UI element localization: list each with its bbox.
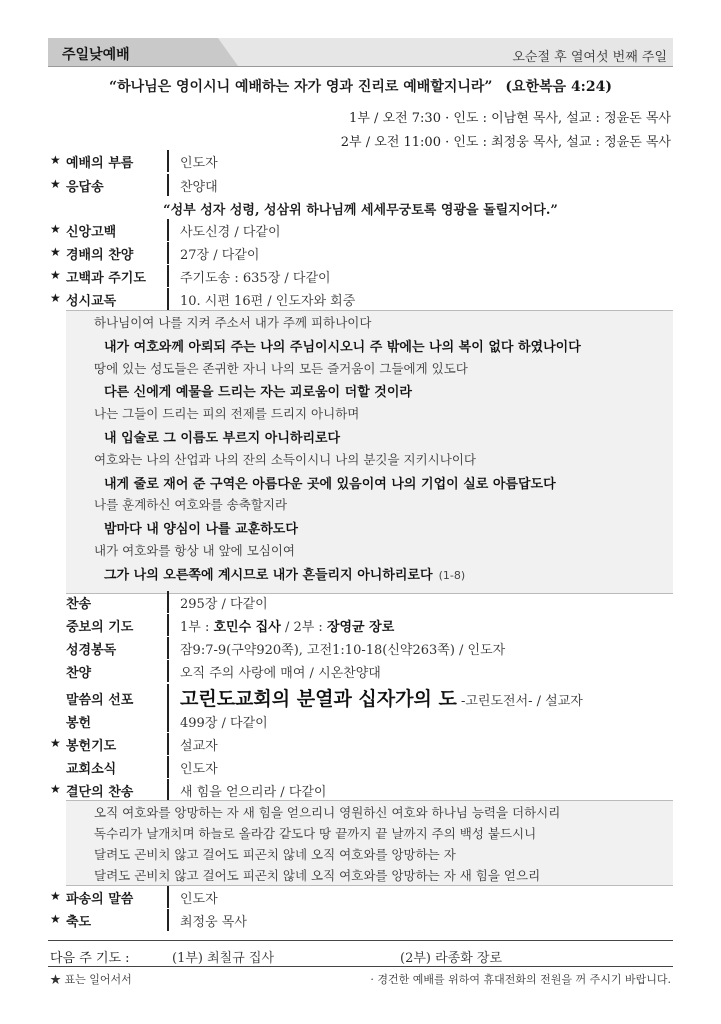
order-label: 응답송 bbox=[66, 180, 104, 195]
order-row-decision bbox=[0, 779, 721, 801]
order-value: 최정웅 목사 bbox=[180, 915, 247, 930]
next-week-prayer-first: (1부) 최칠규 집사 bbox=[172, 951, 275, 966]
order-row-offering bbox=[0, 710, 721, 732]
theme-quote: “하나님은 영이시니 예배하는 자가 영과 진리로 예배할지니라” bbox=[109, 79, 493, 95]
order-row-offering-prayer bbox=[0, 733, 721, 755]
order-row-creed bbox=[0, 219, 721, 241]
divider-bar bbox=[167, 591, 169, 613]
order-row-sending bbox=[0, 886, 721, 908]
divider-bar bbox=[167, 614, 169, 636]
stand-star: ★ bbox=[50, 889, 61, 903]
divider-bar bbox=[167, 288, 169, 310]
order-value: 주기도송 : 635장 / 다같이 bbox=[180, 271, 331, 286]
sermon-title: 고린도교회의 분열과 십자가의 도 bbox=[180, 688, 457, 710]
order-value: 인도자 bbox=[180, 762, 218, 777]
stand-star: ★ bbox=[50, 912, 61, 926]
order-value: 설교자 bbox=[180, 739, 218, 754]
order-row-psalm bbox=[0, 288, 721, 310]
stand-star: ★ bbox=[50, 177, 61, 191]
reading-line-congregation bbox=[104, 381, 412, 400]
divider-bar bbox=[167, 637, 169, 659]
footer-divider bbox=[48, 966, 673, 967]
reading-text: 하나님이여 나를 지켜 주소서 내가 주께 피하나이다 bbox=[94, 315, 372, 330]
divider-bar bbox=[167, 684, 169, 710]
divider-bar bbox=[167, 756, 169, 778]
prayer-prefix-1: 1부 : bbox=[180, 620, 214, 635]
order-label: 축도 bbox=[66, 915, 92, 930]
order-value bbox=[180, 616, 394, 635]
divider-bar bbox=[167, 909, 169, 931]
stand-star: ★ bbox=[50, 268, 61, 282]
reading-text: 나는 그들이 드리는 피의 전제를 드리지 아니하며 bbox=[94, 406, 360, 422]
reading-line-congregation bbox=[104, 564, 465, 583]
reading-text: 내 입술로 그 이름도 부르지 아니하리로다 bbox=[104, 431, 341, 446]
stand-star: ★ bbox=[50, 291, 61, 305]
stand-star: ★ bbox=[50, 782, 61, 796]
order-value: 499장 / 다같이 bbox=[180, 716, 268, 731]
reading-line-leader bbox=[94, 541, 295, 559]
header-divider bbox=[48, 66, 673, 67]
reading-line-leader bbox=[94, 450, 476, 468]
reading-line-leader bbox=[94, 495, 287, 513]
service-1: 1부 / 오전 7:30 · 인도 : 이남현 목사, 설교 : 정윤돈 목사 bbox=[349, 111, 671, 126]
reading-text: 다른 신에게 예물을 드리는 자는 괴로움이 더할 것이라 bbox=[104, 385, 412, 401]
divider-bar bbox=[167, 219, 169, 241]
order-label: 봉헌 bbox=[66, 716, 92, 731]
divider-bar bbox=[167, 710, 169, 732]
page-title: 주일낮예배 bbox=[62, 47, 130, 63]
order-row-news bbox=[0, 756, 721, 778]
prayer-mid: / 2부 : bbox=[280, 620, 327, 635]
divider-bar bbox=[167, 886, 169, 908]
order-label: 파송의 말씀 bbox=[66, 892, 134, 907]
order-row-blessing bbox=[0, 909, 721, 931]
order-row-scripture bbox=[0, 637, 721, 659]
reading-text: 그가 나의 오른쪽에 계시므로 내가 흔들리지 아니하리로다 bbox=[104, 567, 433, 583]
prayer-name-1: 호민수 집사 bbox=[213, 620, 281, 635]
order-label: 성경봉독 bbox=[66, 643, 117, 658]
order-label: 고백과 주기도 bbox=[66, 271, 146, 286]
reading-text: 내가 여호와를 항상 내 앞에 모심이여 bbox=[94, 543, 295, 558]
order-label: 예배의 부름 bbox=[66, 156, 134, 171]
next-week-prayer-label: 다음 주 기도 : bbox=[50, 951, 130, 966]
lyric-line: 독수리가 날개치며 하늘로 올라감 같도다 땅 끝까지 끝 날까지 주의 백성 붙드시니 bbox=[94, 826, 537, 841]
next-week-prayer-second: (2부) 라종화 장로 bbox=[400, 951, 503, 966]
theme-ref: (요한복음 4:24) bbox=[505, 79, 612, 95]
divider-bar bbox=[167, 660, 169, 682]
reading-text: 밤마다 내 양심이 나를 교훈하도다 bbox=[104, 522, 298, 538]
divider-bar bbox=[167, 150, 169, 172]
reading-line-leader bbox=[94, 313, 371, 331]
page-subtitle: 오순절 후 열여섯 번째 주일 bbox=[512, 50, 667, 65]
divider-bar bbox=[167, 174, 169, 196]
divider-bar bbox=[167, 733, 169, 755]
reading-text: 땅에 있는 성도들은 존귀한 자니 나의 모든 즐거움이 그들에게 있도다 bbox=[94, 360, 468, 376]
order-row-response bbox=[0, 174, 721, 196]
reading-text: 여호와는 나의 산업과 나의 잔의 소득이시니 나의 분깃을 지키시나이다 bbox=[94, 451, 476, 467]
order-value: 인도자 bbox=[180, 892, 218, 907]
prayer-name-2: 장영균 장로 bbox=[326, 620, 395, 635]
order-label: 찬송 bbox=[66, 597, 92, 612]
order-label: 성시교독 bbox=[66, 294, 117, 309]
sermon-series: -고린도전서- bbox=[456, 694, 537, 709]
order-label: 찬양 bbox=[66, 666, 92, 681]
order-row-prayer bbox=[0, 614, 721, 636]
divider-bar bbox=[167, 242, 169, 264]
order-value: 잠9:7-9(구약920쪽), 고전1:10-18(신약263쪽) / 인도자 bbox=[180, 643, 506, 658]
reading-line-congregation bbox=[104, 336, 581, 355]
reading-line-leader bbox=[94, 359, 468, 377]
response-quote: “성부 성자 성령, 성삼위 하나님께 세세무궁토록 영광을 돌릴지어다.” bbox=[163, 203, 558, 218]
sermon-preacher: / 설교자 bbox=[536, 694, 583, 709]
stand-star: ★ bbox=[50, 153, 61, 167]
stand-star: ★ bbox=[50, 245, 61, 259]
order-value: 27장 / 다같이 bbox=[180, 248, 260, 263]
order-row-hymn bbox=[0, 591, 721, 613]
order-label: 교회소식 bbox=[66, 762, 117, 777]
order-label: 결단의 찬송 bbox=[66, 785, 134, 800]
reading-text: 나를 훈계하신 여호와를 송축할지라 bbox=[94, 497, 288, 513]
lyric-line: 달려도 곤비치 않고 걸어도 피곤치 않네 오직 여호와를 앙망하는 자 bbox=[94, 847, 456, 862]
order-label: 경배의 찬양 bbox=[66, 248, 134, 263]
order-row-hymn-praise bbox=[0, 242, 721, 264]
order-label: 봉헌기도 bbox=[66, 739, 117, 754]
reading-line-leader bbox=[94, 404, 359, 422]
order-value bbox=[180, 684, 583, 711]
order-row-confession bbox=[0, 265, 721, 287]
service-2: 2부 / 오전 11:00 · 인도 : 최정웅 목사, 설교 : 정윤돈 목사 bbox=[340, 135, 671, 150]
order-value: 10. 시편 16편 / 인도자와 회중 bbox=[180, 294, 356, 309]
reading-line-congregation bbox=[104, 427, 340, 446]
order-row-anthem bbox=[0, 660, 721, 682]
order-value: 오직 주의 사랑에 매여 / 시온찬양대 bbox=[180, 666, 381, 681]
order-value: 인도자 bbox=[180, 156, 218, 171]
reading-text: 내가 여호와께 아뢰되 주는 나의 주님이시오니 주 밖에는 나의 복이 없다 하였나이다 bbox=[104, 339, 581, 355]
divider-bar bbox=[167, 779, 169, 801]
lyric-line: 달려도 곤비치 않고 걸어도 피곤치 않네 오직 여호와를 앙망하는 자 새 힘을 얻으리 bbox=[94, 868, 541, 883]
order-label: 중보의 기도 bbox=[66, 620, 134, 635]
phone-note: · 경건한 예배를 위하여 휴대전화의 전원을 꺼 주시기 바랍니다. bbox=[370, 973, 671, 986]
order-value: 295장 / 다같이 bbox=[180, 597, 268, 612]
order-label: 신앙고백 bbox=[66, 225, 117, 240]
stand-note: ★ 표는 일어서서 bbox=[50, 973, 132, 986]
order-row-call bbox=[0, 150, 721, 172]
reading-text: 내게 줄로 재어 준 구역은 아름다운 곳에 있음이여 나의 기업이 실로 아름답도다 bbox=[104, 476, 556, 492]
reading-line-congregation bbox=[104, 518, 298, 537]
stand-star: ★ bbox=[50, 222, 61, 236]
divider-bar bbox=[167, 265, 169, 287]
footer-divider bbox=[48, 940, 673, 941]
order-row-sermon bbox=[0, 684, 721, 710]
lyric-line: 오직 여호와를 앙망하는 자 새 힘을 얻으리니 영원하신 여호와 하나님 능력을 더하시리 bbox=[94, 805, 561, 820]
order-label: 말씀의 선포 bbox=[66, 693, 134, 708]
order-value: 찬양대 bbox=[180, 180, 218, 195]
theme-verse bbox=[0, 76, 721, 96]
order-value: 사도신경 / 다같이 bbox=[180, 225, 281, 240]
reading-line-congregation bbox=[104, 473, 556, 492]
stand-star: ★ bbox=[50, 736, 61, 750]
order-value: 새 힘을 얻으리라 / 다같이 bbox=[180, 785, 327, 800]
reading-ref: (1-8) bbox=[438, 568, 466, 582]
